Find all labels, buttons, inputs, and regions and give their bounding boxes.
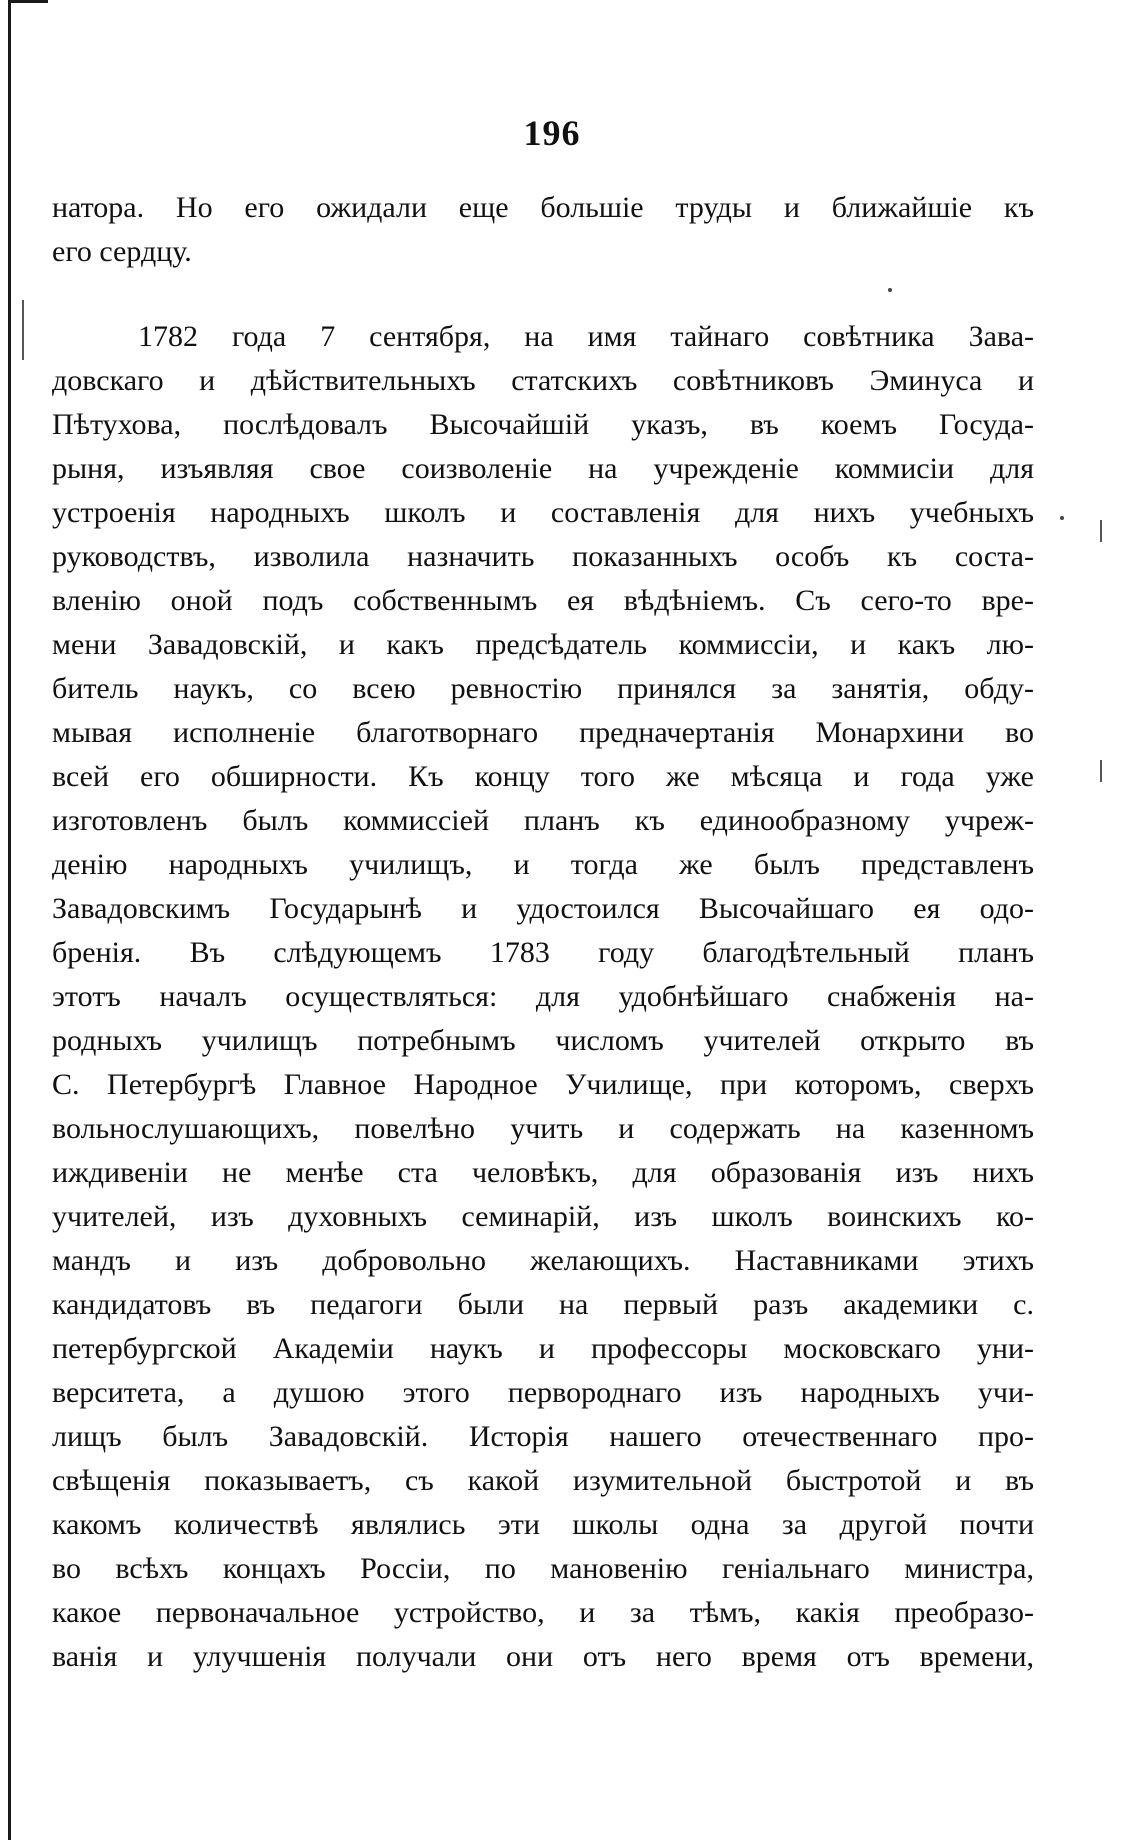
- scan-mark: [1100, 520, 1102, 542]
- text-line: изготовленъ былъ коммиссіей планъ къ единообразному учреж-: [52, 804, 1034, 837]
- text-line: свѣщенія показываетъ, съ какой изумительной быстротой и въ: [52, 1464, 1034, 1497]
- text-line: его сердцу.: [52, 235, 192, 268]
- scan-mark: [1100, 760, 1102, 782]
- text-line: бренія. Въ слѣдующемъ 1783 году благодѣтельный планъ: [52, 936, 1034, 969]
- scan-mark: [22, 300, 24, 360]
- text-line: довскаго и дѣйствительныхъ статскихъ совѣтниковъ Эминуса и: [52, 364, 1034, 397]
- text-line: этотъ началъ осуществляться: для удобнѣйшаго снабженія на-: [52, 980, 1034, 1013]
- text-line: денію народныхъ училищъ, и тогда же былъ представленъ: [52, 848, 1034, 881]
- text-line: родныхъ училищъ потребнымъ числомъ учителей открыто въ: [52, 1024, 1034, 1057]
- text-line: вольнослушающихъ, повелѣно учить и содержать на казенномъ: [52, 1112, 1034, 1145]
- text-line: кандидатовъ въ педагоги были на первый разъ академики с.: [52, 1288, 1034, 1321]
- text-line: какое первоначальное устройство, и за тѣмъ, какія преобразо-: [52, 1596, 1034, 1629]
- scan-border-left: [8, 0, 11, 1840]
- text-line: руководствъ, изволила назначить показанныхъ особъ къ соста-: [52, 540, 1034, 573]
- scan-border-top: [8, 0, 48, 3]
- text-line: какомъ количествѣ являлись эти школы одна за другой почти: [52, 1508, 1034, 1541]
- text-line: верситета, а душою этого первороднаго изъ народныхъ учи-: [52, 1376, 1034, 1409]
- text-line: Завадовскимъ Государынѣ и удостоился Высочайшаго ея одо-: [52, 892, 1034, 925]
- text-line: мывая исполненіе благотворнаго предначертанія Монархини во: [52, 716, 1034, 749]
- text-line: во всѣхъ концахъ Россіи, по мановенію геніальнаго министра,: [52, 1552, 1034, 1585]
- text-line: С. Петербургѣ Главное Народное Училище, при которомъ, сверхъ: [52, 1068, 1034, 1101]
- text-line: учителей, изъ духовныхъ семинарій, изъ школъ воинскихъ ко-: [52, 1200, 1034, 1233]
- text-line: вленію оной подъ собственнымъ ея вѣдѣніемъ. Съ сего-то вре-: [52, 584, 1034, 617]
- text-line: натора. Но его ожидали еще большіе труды и ближайшіе къ: [52, 191, 1034, 224]
- text-line: Пѣтухова, послѣдовалъ Высочайшій указъ, въ коемъ Госуда-: [52, 408, 1034, 441]
- text-line: мени Завадовскій, и какъ предсѣдатель коммиссіи, и какъ лю-: [52, 628, 1034, 661]
- text-line: битель наукъ, со всею ревностію принялся за занятія, обду-: [52, 672, 1034, 705]
- text-line: иждивеніи не менѣе ста человѣкъ, для образованія изъ нихъ: [52, 1156, 1034, 1189]
- text-line: рыня, изъявляя свое соизволеніе на учрежденіе коммисіи для: [52, 452, 1034, 485]
- text-line: 1782 года 7 сентября, на имя тайнаго совѣтника Зава-: [138, 320, 1034, 353]
- scan-speck: [1060, 516, 1064, 520]
- text-line: устроенія народныхъ школъ и составленія для нихъ учебныхъ: [52, 496, 1034, 529]
- text-line: лищъ былъ Завадовскій. Исторія нашего отечественнаго про-: [52, 1420, 1034, 1453]
- text-line: всей его обширности. Къ концу того же мѣсяца и года уже: [52, 760, 1034, 793]
- text-line: ванія и улучшенія получали они отъ него время отъ времени,: [52, 1640, 1034, 1673]
- scan-speck: [888, 288, 892, 292]
- page-number: 196: [523, 113, 581, 153]
- text-line: петербургской Академіи наукъ и профессоры московскаго уни-: [52, 1332, 1034, 1365]
- text-line: мандъ и изъ добровольно желающихъ. Наставниками этихъ: [52, 1244, 1034, 1277]
